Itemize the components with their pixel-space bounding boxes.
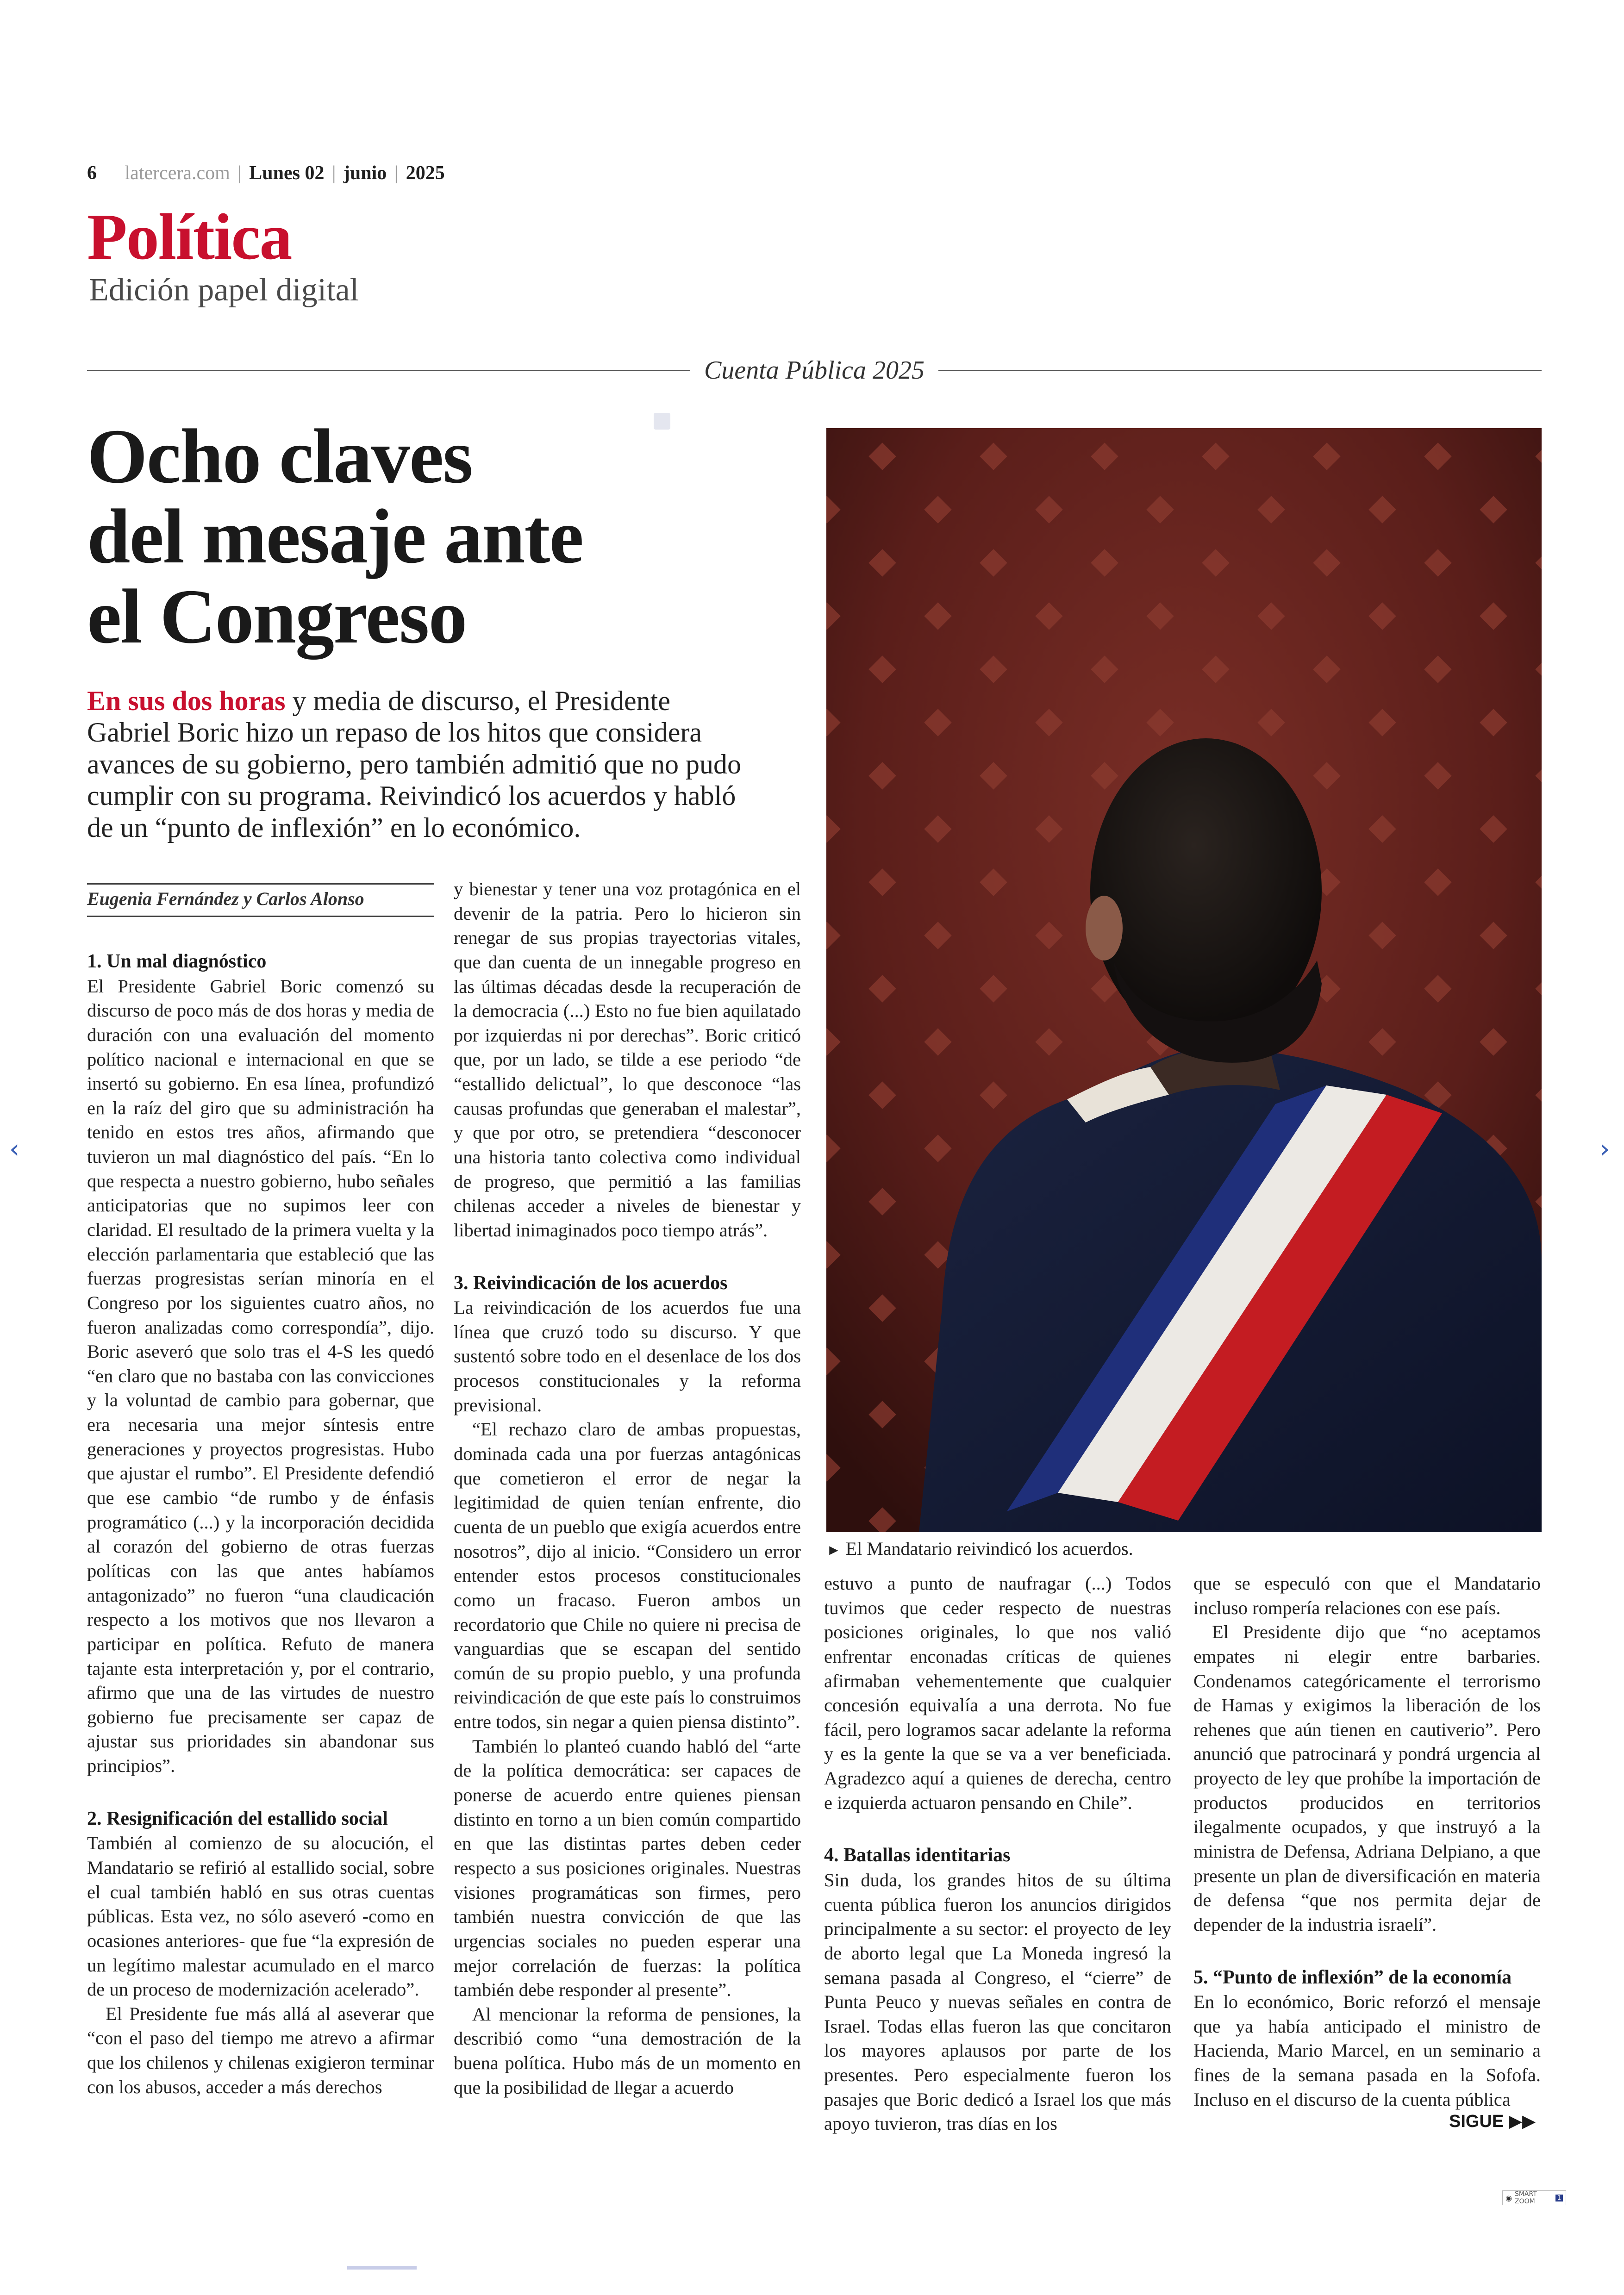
date-year: 2025 [406,162,445,184]
chevron-left-icon[interactable]: ‹ [9,1134,20,1164]
divider-line-left [87,370,690,371]
byline: Eugenia Fernández y Carlos Alonso [87,888,364,909]
headline-line: del mesaje ante [87,493,583,580]
section-title: Política [87,200,292,273]
smart-zoom-label: SMART ZOOM [1514,2190,1537,2205]
body-paragraph: Sin duda, los grandes hitos de su última cuenta pública fueron los anuncios dirigidos principalmente a su sector: el proyecto de ley de aborto legal que La Moneda ingresó la semana pasada al Congreso, el “cierre” de Punta Peuco y nuevas señales en contra de Israel. Todas ellas fueron las que concitaron los mayores aplausos por parte de los presentes. Pero especialmente fueron los pasajes que Boric dedicó a Israel los que más apoyo tuvieron, tras días en los [824,1870,1171,2134]
text-column-3 [824,1572,1171,2136]
body-paragraph: El Presidente dijo que “no aceptamos empates ni elegir entre barbaries. Condenamos categóricamente el terrorismo de Hamas y exigimos la liberación de los rehenes que aún tienen en cautiverio”. Pero anunció que patrocinará y pondrá urgencia al proyecto de ley que prohíbe la importación de productos producidos en territorios ilegalmente ocupados, y que instruyó a la ministra de Defensa, Adriana Delpiano, a que presente un plan de diversificación en materia de defensa “que nos permita dejar de depender de la industria israelí”. [1193,1621,1541,1935]
subhead: 2. Resignificación del estallido social [87,1808,388,1829]
article-photo [826,428,1542,1532]
body-paragraph: estuvo a punto de naufragar (...) Todos tuvimos que ceder respecto de nuestras posiciones originales, lo que nos valió enfrentar enconadas críticas de quienes afirmaban vehementemente que cualquier concesión equivalía a una derrota. No fue fácil, pero logramos sacar adelante la reforma y es la gente la que se va a ver beneficiada. Agradezco aquí a quienes de derecha, centro e izquierda actuaron pensando en Chile”. [824,1573,1171,1813]
body-paragraph: También al comienzo de su alocución, el Mandatario se refirió al estallido social, sobre el cual también habló en sus otras cuentas públicas. Esta vez, no sólo aseveró -como en ocasiones anteriores- que fue “la expresión de un legítimo malestar acumulado en el marco de un proceso de modernización acelerado”. [87,1833,434,2000]
continue-arrow-icon: ▶▶ [1508,2112,1536,2131]
site-name: latercera.com [125,162,230,184]
byline-rule-bottom [87,916,434,917]
divider-line-right [938,370,1542,371]
kicker-label: Cuenta Pública 2025 [704,356,924,385]
body-paragraph: y bienestar y tener una voz protagónica en el devenir de la patria. Pero lo hicieron sin renegar de sus propias trayectorias vitales, que dan cuenta de un innegable progreso en las últimas décadas desde la recuperación de la democracia (...) Esto no fue bien aquilatado por izquierdas ni por derechas”. Boric criticó que, por un lado, se tilde a ese periodo “de “estallido delictual”, lo que desconoce “las causas profundas que generaban el malestar”, y que por otro, se pretendiera “desconocer una historia tanto colectiva como individual de progreso, que permitió a las familias chilenas acceder a niveles de bienestar y libertad inimaginados poco tiempo atrás”. [454,879,801,1241]
text-column-1 [87,949,434,2099]
body-paragraph: También lo planteó cuando habló del “arte de la política democrática: ser capaces de ponerse de acuerdo entre quienes piensan distinto en torno a un bien común compartido en que las distintas partes deben ceder respecto a sus posiciones originales. Nuestras visiones programáticas son firmes, pero también nuestra convicción de que las urgencias sociales no pueden esperar una mejor correlación de fuerzas: la política también debe responder al presente”. [454,1735,801,2001]
headline-line: el Congreso [87,574,467,660]
section-subtitle: Edición papel digital [89,272,359,308]
paragraph-gap [87,1778,434,1806]
body-paragraph: El Presidente Gabriel Boric comenzó su discurso de poco más de dos horas y media de duración con una evaluación del momento político nacional e internacional en que se insertó su gobierno. En esa línea, profundizó en la raíz del giro que su administración ha tenido en estos tres años, afirmando que tuvieron un mal diagnóstico del país. “En lo que respecta a nuestro gobierno, hubo señales anticipatorias que no supimos leer con claridad. El resultado de la primera vuelta y la elección parlamentaria que estableció que las fuerzas progresistas serían minoría en el Congreso por los siguientes cuatro años, no fueron analizadas como correspondía”, dijo. Boric aseveró que solo tras el 4-S les quedó “en claro que no bastaba con las convicciones y la voluntad de cambio para gobernar, que era necesaria una mejor síntesis entre generaciones y proyectos progresistas. Hubo que ajustar el rumbo”. El Presidente defendió que ese cambio “de rumbo y de énfasis programático (...) y la incorporación decidida al corazón del gobierno de otras fuerzas políticas con las que antes habíamos antagonizado” no fueron “una claudicación respecto a los motivos que nos llevaron a participar en política. Refuto de manera tajante esta interpretación y, por el contrario, afirmo que una de las virtudes de nuestro gobierno fue precisamente ser capaz de ajustar sus prioridades sin abandonar sus principios”. [87,975,434,1777]
smart-zoom-count: 1 [1555,2195,1563,2201]
paragraph-gap [824,1815,1171,1843]
paragraph-gap [1193,1937,1541,1965]
date-day: Lunes 02 [249,162,325,184]
smart-zoom-button[interactable] [1502,2190,1566,2205]
headline [87,413,781,660]
caption-marker-icon: ► [826,1541,841,1558]
continue-label: SIGUE ▶▶ [1449,2112,1536,2131]
byline-rule-top [87,883,434,885]
photo-caption [826,1538,1133,1559]
body-paragraph: “El rechazo claro de ambas propuestas, dominada cada una por fuerzas antagónicas que cometieron el error de negar la legitimidad de quien tenían enfrente, dio cuenta de un pueblo que exigía acuerdos entre nosotros”, dijo al inicio. “Considero un error entender estos procesos constitucionales como un fracaso. Fueron ambos un recordatorio que Chile no quiere ni precisa de vanguardias que se escapan del sentido común de su propio pueblo, y una profunda reivindicación de que este país lo construimos entre todos, sin negar a quien piensa distinto”. [454,1419,801,1733]
subhead: 5. “Punto de inflexión” de la economía [1193,1966,1512,1988]
headline-line: Ocho claves [87,413,472,499]
text-column-2 [454,877,801,2100]
subhead: 4. Batallas identitarias [824,1845,1011,1866]
body-paragraph: En lo económico, Boric reforzó el mensaje que ya había anticipado el ministro de Hacienda, Mario Marcel, en un seminario a fines de la semana pasada en la Sofofa. Incluso en el discurso de la cuenta pública [1193,1991,1541,2110]
body-paragraph: que se especuló con que el Mandatario incluso rompería relaciones con ese país. [1193,1573,1541,1618]
subhead: 3. Reivindicación de los acuerdos [454,1272,728,1294]
paragraph-gap [454,1243,801,1271]
page-number: 6 [87,162,97,184]
body-paragraph: El Presidente fue más allá al aseverar que “con el paso del tiempo me atrevo a afirmar que los chilenos y chilenas exigieron terminar con los abusos, acceder a más derechos [87,2003,434,2097]
page-progress-indicator [347,2266,417,2270]
date-month: junio [343,162,387,184]
subhead: 1. Un mal diagnóstico [87,951,267,972]
chevron-right-icon[interactable]: › [1599,1134,1610,1164]
page-header: 6 latercera.com | Lunes 02 | junio | 2025 [87,162,445,184]
eye-icon: ◉ [1505,2193,1512,2202]
text-column-4 [1193,1572,1541,2112]
lead-text: y media de discurso, el Presidente Gabriel Boric hizo un repaso de los hitos que considera avances de su gobierno, pero también admitió que no pudo cumplir con su programa. Reivindicó los acuerdos y habló de un “punto de inflexión” en lo económico. [87,686,741,843]
body-paragraph: Al mencionar la reforma de pensiones, la describió como “una demostración de la buena política. Hubo más de un momento en que la posibilidad de llegar a acuerdo [454,2003,801,2098]
lead-paragraph [87,685,744,843]
body-paragraph: La reivindicación de los acuerdos fue una línea que cruzó todo su discurso. Y que sustentó sobre todo en el desenlace de los dos procesos constitucionales y la reforma previsional. [454,1297,801,1416]
caption-text: El Mandatario reivindicó los acuerdos. [845,1538,1133,1559]
kicker-divider [87,354,1542,387]
lead-highlight: En sus dos horas [87,686,286,716]
